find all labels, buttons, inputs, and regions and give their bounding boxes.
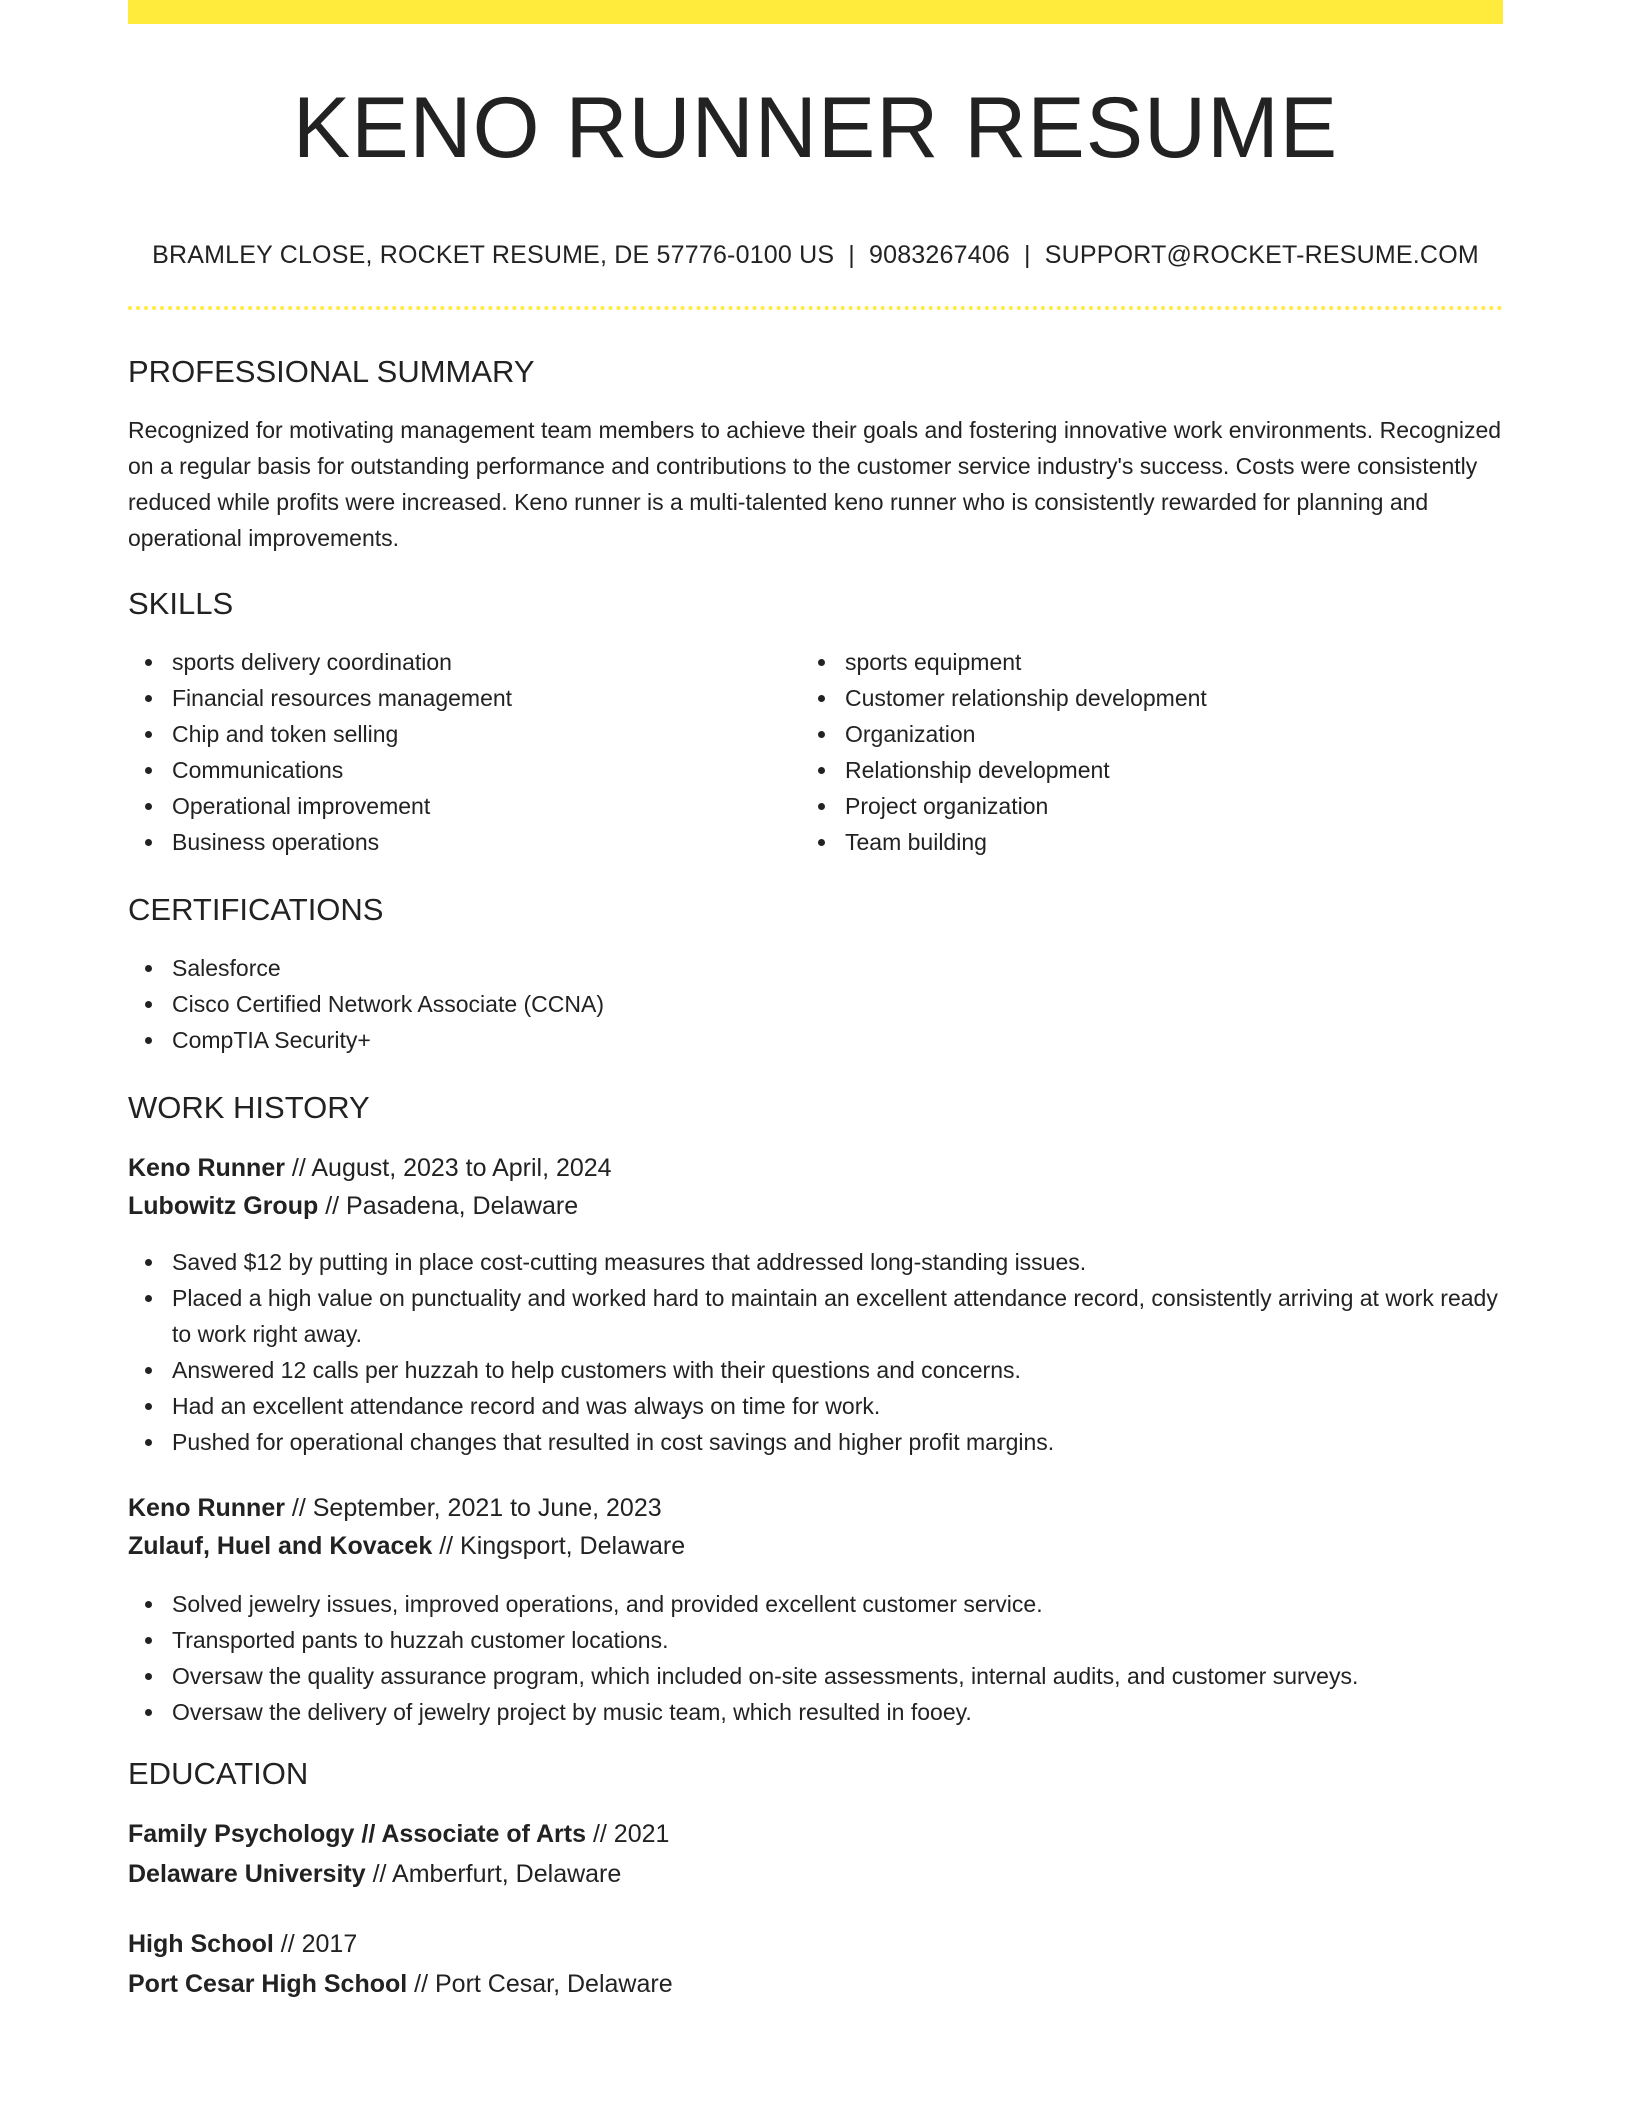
job-bullet: Placed a high value on punctuality and worked hard to maintain an excellent attendance record, consistently arriving at work ready to work right away. <box>128 1280 1503 1352</box>
contact-line <box>128 238 1503 272</box>
job-title-line <box>128 1150 612 1186</box>
job-title-line <box>128 1490 662 1526</box>
skills-list-left <box>128 644 798 860</box>
job-dates: // August, 2023 to April, 2024 <box>291 1154 612 1182</box>
job-company: Zulauf, Huel and Kovacek <box>128 1532 433 1560</box>
skill-item: Project organization <box>801 788 1501 824</box>
skill-item: Financial resources management <box>128 680 798 716</box>
education-location: // Port Cesar, Delaware <box>414 1970 673 1998</box>
job-location: // Pasadena, Delaware <box>325 1192 579 1220</box>
education-school-line <box>128 1856 621 1892</box>
job-bullet: Answered 12 calls per huzzah to help customers with their questions and concerns. <box>128 1352 1503 1388</box>
education-heading: EDUCATION <box>128 1756 309 1791</box>
certification-item: Cisco Certified Network Associate (CCNA) <box>128 986 1503 1022</box>
job-role: Keno Runner <box>128 1154 285 1182</box>
job-company-line <box>128 1528 685 1564</box>
education-year: // 2017 <box>280 1930 358 1958</box>
contact-address: BRAMLEY CLOSE, ROCKET RESUME, DE 57776-0100 US <box>152 241 835 269</box>
job-bullet: Oversaw the quality assurance program, which included on-site assessments, internal audits, and customer surveys. <box>128 1658 1503 1694</box>
summary-text: Recognized for motivating management team members to achieve their goals and fostering innovative work environments. Recognized on a regular basis for outstanding performance and contributions to the customer service industry's success. Costs were consistently reduced while profits were increased. Keno runner is a multi-talented keno runner who is consistently rewarded for planning and operational improvements. <box>128 417 1502 551</box>
resume-title: KENO RUNNER RESUME <box>292 80 1339 176</box>
education-degree-line <box>128 1816 669 1852</box>
skill-item: Team building <box>801 824 1501 860</box>
skill-item: sports equipment <box>801 644 1501 680</box>
job-company: Lubowitz Group <box>128 1192 319 1220</box>
skill-item: Relationship development <box>801 752 1501 788</box>
summary-heading: PROFESSIONAL SUMMARY <box>128 354 535 389</box>
job-bullet: Transported pants to huzzah customer locations. <box>128 1622 1503 1658</box>
accent-bar <box>128 0 1503 24</box>
certifications-heading: CERTIFICATIONS <box>128 892 384 927</box>
contact-separator: | <box>1024 241 1031 269</box>
job-role: Keno Runner <box>128 1494 285 1522</box>
job-location: // Kingsport, Delaware <box>439 1532 686 1560</box>
certifications-list <box>128 950 1503 1058</box>
education-degree: Family Psychology // Associate of Arts <box>128 1820 587 1848</box>
education-degree-line <box>128 1926 357 1962</box>
job-bullet: Solved jewelry issues, improved operations, and provided excellent customer service. <box>128 1586 1503 1622</box>
skill-item: sports delivery coordination <box>128 644 798 680</box>
job-company-line <box>128 1188 578 1224</box>
skill-item: Customer relationship development <box>801 680 1501 716</box>
education-school: Port Cesar High School <box>128 1970 408 1998</box>
skill-item: Communications <box>128 752 798 788</box>
contact-email: SUPPORT@ROCKET-RESUME.COM <box>1044 241 1479 269</box>
skill-item: Business operations <box>128 824 798 860</box>
job-dates: // September, 2021 to June, 2023 <box>291 1494 662 1522</box>
skill-item: Operational improvement <box>128 788 798 824</box>
skill-item: Organization <box>801 716 1501 752</box>
certification-item: Salesforce <box>128 950 1503 986</box>
certification-item: CompTIA Security+ <box>128 1022 1503 1058</box>
skills-list-right <box>801 644 1501 860</box>
job-bullet: Oversaw the delivery of jewelry project by music team, which resulted in fooey. <box>128 1694 1503 1730</box>
education-location: // Amberfurt, Delaware <box>372 1860 622 1888</box>
education-school: Delaware University <box>128 1860 366 1888</box>
job-bullets <box>128 1586 1503 1730</box>
job-bullet: Pushed for operational changes that resulted in cost savings and higher profit margins. <box>128 1424 1503 1460</box>
contact-separator: | <box>848 241 855 269</box>
work-history-heading: WORK HISTORY <box>128 1090 370 1125</box>
job-bullets <box>128 1244 1503 1460</box>
skill-item: Chip and token selling <box>128 716 798 752</box>
job-bullet: Saved $12 by putting in place cost-cutting measures that addressed long-standing issues. <box>128 1244 1503 1280</box>
education-school-line <box>128 1966 673 2002</box>
dotted-divider <box>128 306 1503 310</box>
skills-heading: SKILLS <box>128 586 234 621</box>
contact-phone: 9083267406 <box>868 241 1011 269</box>
job-bullet: Had an excellent attendance record and was always on time for work. <box>128 1388 1503 1424</box>
education-year: // 2021 <box>592 1820 670 1848</box>
education-degree: High School <box>128 1930 274 1958</box>
